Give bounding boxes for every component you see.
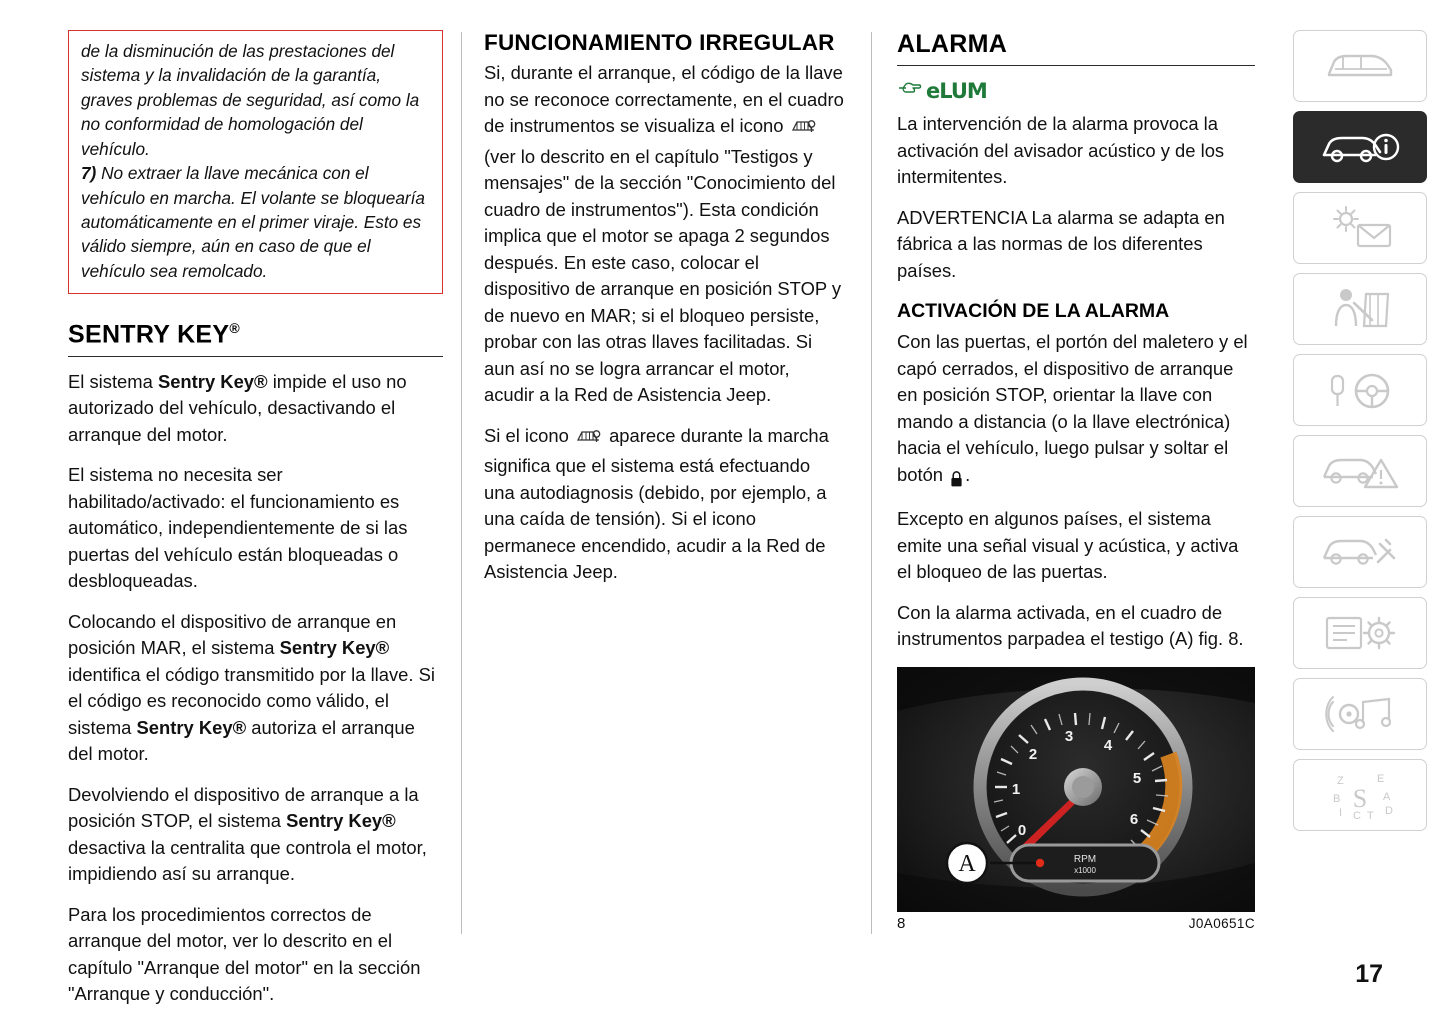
paragraph-alarm-2: ADVERTENCIA La alarma se adapta en fábrica a las normas de los diferentes países. <box>897 206 1225 281</box>
figure-number: 8 <box>897 914 906 932</box>
svg-text:1: 1 <box>1011 780 1021 798</box>
section-icon-rail[interactable] <box>1293 30 1427 831</box>
sidebar-item-vehicle-info[interactable] <box>1293 111 1427 183</box>
paragraph-sentry-3: Colocando el dispositivo de arranque en posición MAR, el sistema Sentry Key® identifica el código transmitido por la llave. Si el código es reconocido como válido, el sistema Sentry Key® autoriza el arranque del motor. <box>68 610 435 765</box>
sidebar-item-emergency[interactable] <box>1293 435 1427 507</box>
heading-activacion-alarma: ACTIVACIÓN DE LA ALARMA <box>897 300 1170 322</box>
safety-icon <box>1320 286 1400 332</box>
svg-text:E: E <box>1377 773 1385 785</box>
svg-text:T: T <box>1367 810 1374 821</box>
multimedia-icon <box>1319 692 1401 736</box>
paragraph-alarm-5: Con la alarma activada, en el cuadro de instrumentos parpadea el testigo (A) fig. 8. <box>897 601 1244 649</box>
tachometer-photo <box>897 667 1255 912</box>
warning-item-number: 7) <box>81 163 97 184</box>
column-divider-2 <box>871 32 872 934</box>
starting-and-driving-icon <box>1320 368 1400 412</box>
paragraph-irregular-1: Si, durante el arranque, el código de la llave no se reconoce correctamente, en el cuadro de instrumentos se visualiza el icono (ver lo descrito en el capítulo "Testigos y mensajes" de la sección "Conocimiento del cuadro de instrumentos"). Esta condición implica que el motor se apaga 2 segundos después. En este caso, colocar el dispositivo de arranque en posición STOP y de nuevo en MAR; si el bloqueo persiste, probar con las otras llaves facilitadas. Si aun así no se logra arrancar el motor, acudir a la Red de Asistencia Jeep. <box>484 62 844 405</box>
sidebar-item-vehicle-overview[interactable] <box>1293 30 1427 102</box>
paragraph-alarm-3: Con las puertas, el portón del maletero y el capó cerrados, el dispositivo de arranque en posición STOP, orientar la llave con mando a distancia (o la llave electrónica) hacia el vehículo, luego pulsar y soltar el botón . <box>897 329 1255 492</box>
text-column-3 <box>897 30 1255 932</box>
svg-text:S: S <box>1352 784 1368 813</box>
column-divider-1 <box>461 32 462 934</box>
vehicle-info-icon <box>1318 125 1402 169</box>
paragraph-alarm-1: La intervención de la alarma provoca la activación del avisador acústico y de los intermitentes. <box>897 113 1225 187</box>
vehicle-overview-icon <box>1321 44 1399 88</box>
alphabetical-index-icon <box>1319 769 1401 821</box>
text-column-1 <box>68 30 443 1022</box>
emergency-icon <box>1318 449 1402 493</box>
maintenance-and-care-icon <box>1318 530 1402 574</box>
registered-mark: ® <box>229 320 240 337</box>
svg-text:4: 4 <box>1103 736 1113 754</box>
paragraph-sentry-1: El sistema Sentry Key® impide el uso no autorizado del vehículo, desactivando el arranque del motor. <box>68 370 407 445</box>
sentry-key-heading-text: SENTRY KEY <box>68 320 230 349</box>
figure-code: J0A0651C <box>1188 915 1255 931</box>
elum-logo <box>897 78 1255 103</box>
paragraph-irregular-2: Si el icono aparece durante la marcha significa que el sistema está efectuando una autodiagnosis (debido, por ejemplo, a una caída de tensión). Si el icono permanece encendido, acudir a la Red de Asistencia Jeep. <box>484 424 829 582</box>
technical-specifications-icon <box>1319 610 1401 656</box>
heading-alarma: ALARMA <box>897 30 1008 58</box>
svg-text:RPM: RPM <box>1073 853 1097 865</box>
svg-text:C: C <box>1353 810 1361 821</box>
lock-icon <box>950 466 963 493</box>
warning-item-text: No extraer la llave mecánica con el vehículo en marcha. El volante se bloquearía automáticamente en el primer viraje. Esto es válido siempre, aún en caso de que el vehículo sea remolcado. <box>81 163 425 281</box>
sidebar-item-multimedia[interactable] <box>1293 678 1427 750</box>
svg-text:2: 2 <box>1028 745 1038 763</box>
paragraph-sentry-2: El sistema no necesita ser habilitado/activado: el funcionamiento es automático, independientemente de si las puertas del vehículo están bloqueadas o desbloqueadas. <box>68 464 408 592</box>
sidebar-item-alphabetical-index[interactable] <box>1293 759 1427 831</box>
svg-text:6: 6 <box>1129 810 1139 828</box>
svg-text:Z: Z <box>1337 775 1344 787</box>
paragraph-sentry-4: Devolviendo el dispositivo de arranque a la posición STOP, el sistema Sentry Key® desactiva la centralita que controla el motor, impidiendo así su arranque. <box>68 783 427 885</box>
page-title-sentry-key <box>68 320 443 349</box>
sentry-key-icon <box>791 117 817 144</box>
heading-rule-2 <box>897 65 1255 66</box>
sidebar-item-technical-specifications[interactable] <box>1293 597 1427 669</box>
paragraph-sentry-5: Para los procedimientos correctos de arranque del motor, ver lo descrito en el capítulo "Arranque del motor" en la sección "Arranque y conducción". <box>68 903 421 1005</box>
warning-paragraph-2 <box>81 161 430 283</box>
page-number: 17 <box>1355 960 1383 988</box>
figure-caption-row <box>897 915 1255 932</box>
warning-paragraph-1: de la disminución de las prestaciones del sistema y la invalidación de la garantía, graves problemas de seguridad, así como la no conformidad de homologación del vehículo. <box>81 41 420 159</box>
svg-text:3: 3 <box>1064 727 1074 745</box>
sidebar-item-dashboard-warning-lights[interactable] <box>1293 192 1427 264</box>
text-column-2 <box>484 30 844 600</box>
pointing-hand-icon <box>897 78 923 103</box>
elum-text: eLUM <box>926 78 987 103</box>
paragraph-alarm-4: Excepto en algunos países, el sistema emite una señal visual y acústica, y activa el bloqueo de las puertas. <box>897 508 1239 582</box>
svg-text:5: 5 <box>1132 769 1142 787</box>
dashboard-warning-lights-icon <box>1320 205 1400 251</box>
heading-funcionamiento-irregular: FUNCIONAMIENTO IRREGULAR <box>484 30 835 55</box>
svg-text:A: A <box>958 850 976 877</box>
svg-text:x1000: x1000 <box>1074 865 1096 875</box>
svg-text:B: B <box>1333 793 1341 805</box>
sentry-key-icon <box>576 427 602 454</box>
svg-text:A: A <box>1383 791 1391 803</box>
heading-rule-1 <box>68 356 443 357</box>
svg-text:D: D <box>1385 805 1393 817</box>
sidebar-item-maintenance-and-care[interactable] <box>1293 516 1427 588</box>
svg-text:I: I <box>1339 807 1343 819</box>
warning-box <box>68 30 443 294</box>
sidebar-item-starting-and-driving[interactable] <box>1293 354 1427 426</box>
svg-text:0: 0 <box>1017 821 1027 839</box>
figure-8 <box>897 667 1255 932</box>
sidebar-item-safety[interactable] <box>1293 273 1427 345</box>
